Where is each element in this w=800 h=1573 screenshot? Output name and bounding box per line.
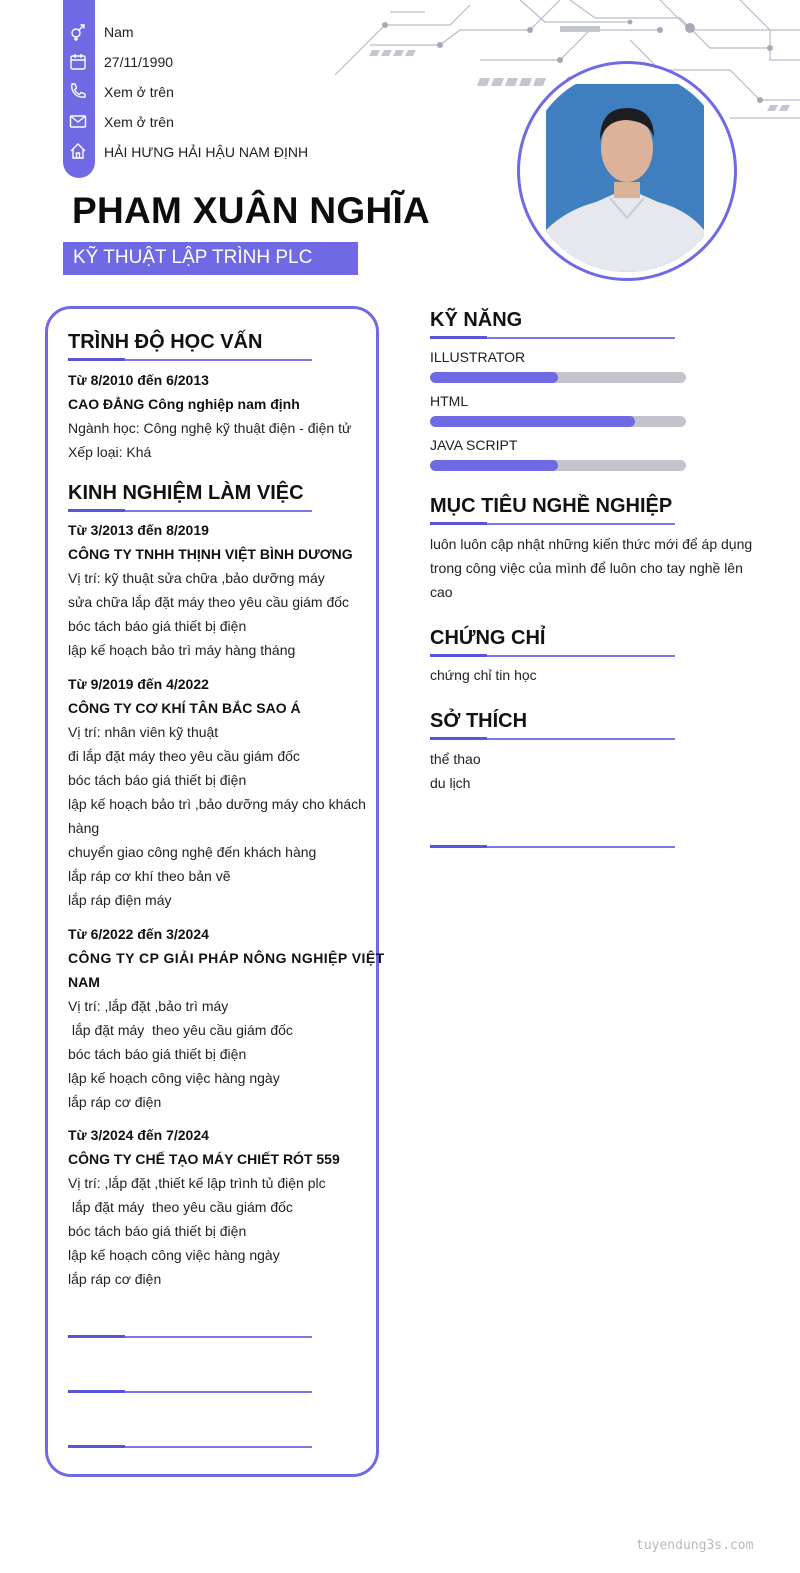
experience-underline — [68, 510, 312, 512]
hobbies-heading: SỞ THÍCH — [430, 710, 528, 732]
experience-heading: KINH NGHIỆM LÀM VIỆC — [68, 482, 304, 504]
certificates-underline — [430, 655, 675, 657]
job-detail: chuyển giao công nghệ đến khách hàng — [68, 844, 317, 860]
education-grade: Xếp loại: Khá — [68, 444, 152, 460]
job-detail: Vị trí: kỹ thuật sửa chữa ,bảo dưỡng máy — [68, 570, 325, 586]
job-detail: bóc tách báo giá thiết bị điện — [68, 618, 247, 634]
empty-section-divider — [68, 1391, 312, 1393]
education-underline — [68, 359, 312, 361]
watermark: tuyendung3s.com — [636, 1538, 754, 1553]
job-company-cont: NAM — [68, 974, 100, 990]
empty-section-divider — [430, 846, 675, 848]
job-detail: lắp ráp điện máy — [68, 892, 172, 908]
certificates-heading: CHỨNG CHỈ — [430, 627, 546, 649]
job-detail: lắp đặt máy theo yêu cầu giám đốc — [68, 1199, 293, 1215]
contact-address: HẢI HƯNG HẢI HẬU NAM ĐỊNH — [104, 144, 309, 160]
objective-text: trong công việc của mình để luôn cho tay nghề lên — [430, 560, 743, 576]
empty-section-divider — [68, 1336, 312, 1338]
objective-heading: MỤC TIÊU NGHỀ NGHIỆP — [430, 495, 673, 517]
skill-bar — [430, 416, 686, 427]
job-detail: sửa chữa lắp đặt máy theo yêu cầu giám đốc — [68, 594, 350, 610]
job-title-band — [63, 242, 358, 275]
skills-heading: KỸ NĂNG — [430, 309, 523, 331]
job-detail: lập kế hoạch bảo trì ,bảo dưỡng máy cho khách — [68, 796, 366, 812]
hobbies-underline — [430, 738, 675, 740]
empty-section-divider — [68, 1446, 312, 1448]
job-period: Từ 6/2022 đến 3/2024 — [68, 926, 209, 942]
job-detail: hàng — [68, 820, 100, 836]
education-school: CAO ĐẲNG Công nghiệp nam định — [68, 396, 300, 412]
phone-icon — [68, 81, 88, 101]
job-detail: Vị trí: ,lắp đặt ,thiết kế lập trình tủ điện plc — [68, 1175, 326, 1191]
certificate-item: chứng chỉ tin học — [430, 667, 537, 683]
job-period: Từ 9/2019 đến 4/2022 — [68, 676, 209, 692]
job-detail: lắp ráp cơ điện — [68, 1271, 162, 1287]
job-period: Từ 3/2013 đến 8/2019 — [68, 522, 209, 538]
job-detail: lắp ráp cơ khí theo bản vẽ — [68, 868, 231, 884]
job-title: KỸ THUẬT LẬP TRÌNH PLC — [73, 247, 313, 268]
contact-phone: Xem ở trên — [104, 84, 174, 100]
calendar-icon — [68, 52, 88, 72]
skill-label: JAVA SCRIPT — [430, 437, 518, 453]
email-icon — [68, 111, 88, 131]
job-detail: đi lắp đặt máy theo yêu cầu giám đốc — [68, 748, 300, 764]
job-company: CÔNG TY CHẾ TẠO MÁY CHIẾT RÓT 559 — [68, 1151, 340, 1167]
home-icon — [68, 141, 88, 161]
job-detail: bóc tách báo giá thiết bị điện — [68, 1046, 247, 1062]
job-detail: lắp đặt máy theo yêu cầu giám đốc — [68, 1022, 293, 1038]
gender-icon — [68, 22, 88, 42]
job-company: CÔNG TY CƠ KHÍ TÂN BẮC SAO Á — [68, 700, 301, 716]
objective-text: cao — [430, 584, 453, 600]
skill-bar — [430, 372, 686, 383]
skill-bar-fill — [430, 372, 558, 383]
hobby-item: thể thao — [430, 751, 481, 767]
skill-bar — [430, 460, 686, 471]
hobby-item: du lịch — [430, 775, 471, 791]
contact-birthday: 27/11/1990 — [104, 54, 174, 70]
education-period: Từ 8/2010 đến 6/2013 — [68, 372, 209, 388]
education-heading: TRÌNH ĐỘ HỌC VẤN — [68, 331, 263, 353]
skill-bar-fill — [430, 460, 558, 471]
skill-label: ILLUSTRATOR — [430, 349, 526, 365]
skill-bar-fill — [430, 416, 635, 427]
job-detail: lắp ráp cơ điện — [68, 1094, 162, 1110]
job-detail: Vị trí: nhân viên kỹ thuật — [68, 724, 219, 740]
job-detail: Vị trí: ,lắp đặt ,bảo trì máy — [68, 998, 229, 1014]
candidate-name: PHAM XUÂN NGHĨA — [72, 190, 431, 231]
education-major: Ngành học: Công nghệ kỹ thuật điện - điện tử — [68, 420, 352, 436]
job-detail: bóc tách báo giá thiết bị điện — [68, 772, 247, 788]
job-detail: lập kế hoạch công việc hàng ngày — [68, 1070, 280, 1086]
contact-gender: Nam — [104, 24, 134, 40]
skill-label: HTML — [430, 393, 469, 409]
job-company: CÔNG TY TNHH THỊNH VIỆT BÌNH DƯƠNG — [68, 546, 353, 562]
objective-text: luôn luôn cập nhật những kiến thức mới để áp dụng — [430, 536, 753, 552]
person-photo-icon — [526, 70, 728, 272]
job-period: Từ 3/2024 đến 7/2024 — [68, 1127, 209, 1143]
job-detail: lập kế hoạch bảo trì máy hàng tháng — [68, 642, 296, 658]
skills-underline — [430, 337, 675, 339]
objective-underline — [430, 523, 675, 525]
contact-email: Xem ở trên — [104, 114, 174, 130]
job-company: CÔNG TY CP GIẢI PHÁP NÔNG NGHIỆP VIỆT — [68, 950, 385, 966]
avatar — [526, 70, 728, 272]
job-detail: lập kế hoạch công việc hàng ngày — [68, 1247, 280, 1263]
job-detail: bóc tách báo giá thiết bị điện — [68, 1223, 247, 1239]
